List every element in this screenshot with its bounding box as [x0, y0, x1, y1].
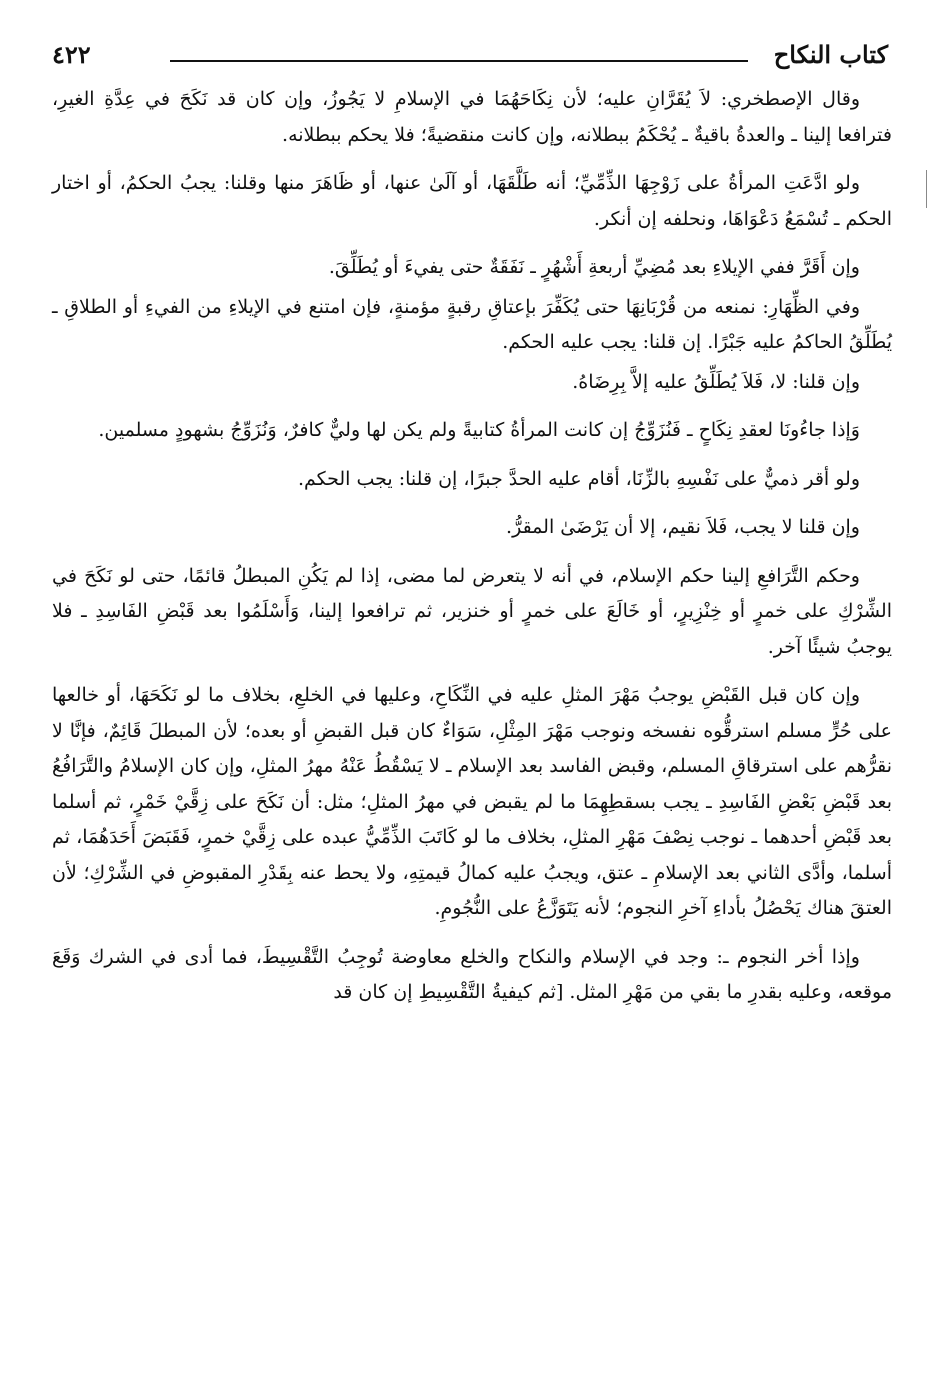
- body-text: [52, 82, 892, 1024]
- paragraph: وَإذا جاءُونَا لعقدِ نِكَاحٍ ـ فَنُزَوِّجُ إن كانت المرأةُ كتابيةً ولم يكن لها وليٌّ كافرٌ، وَنُزَوِّجُ بشهودٍ مسلمين.: [98, 419, 860, 441]
- paragraph: وإن قلنا لا يجب، فَلاَ نقيم، إلا أن يَرْضَىٰ المقرُّ.: [506, 516, 860, 538]
- header-rule: [170, 60, 748, 62]
- paragraph: ولو أقر ذميٌّ على نَفْسِهِ بالزِّنَا، أقام عليه الحدَّ جبرًا، إن قلنا: يجب الحكم.: [297, 467, 860, 490]
- paragraph: وإن أَقَرَّ ففي الإيلاءِ بعد مُضِيِّ أربعةِ أَشْهُرٍ ـ نَفَقَةٌ حتى يفيءَ أو يُطَلِّقَ.: [328, 256, 860, 278]
- page-number: ٤٢٢: [52, 40, 91, 69]
- paragraph: وإذا أخر النجوم ـ: وجد في الإسلام والنكاح والخلع معاوضة تُوجِبُ التَّقْسِيطَ، فما أدى في الشرك وَقَعَ موقعه، وعليه بقدرِ ما بقي من مَهْرِ المثل. [ثم كيفيةُ التَّقْسِيطِ إن كان قد: [52, 945, 892, 1003]
- margin-mark: [926, 170, 927, 208]
- paragraph: وحكم التَّرَافعِ إلينا حكم الإسلام، في أنه لا يتعرض لما مضى، إذا لم يَكُنِ المبطلُ قائمًا، حتى لو نَكَحَ في الشِّرْكِ على خمرٍ أو خِنْزِيرٍ، أو خَالَعَ على خمرٍ أو خنزير، ثم ترافعوا إلينا، وَأَسْلَمُوا بعد قَبْضِ الفَاسِدِ ـ فلا يوجبُ شيئًا آخر.: [52, 564, 892, 658]
- paragraph: وفي الظِّهَارِ: نمنعه من قُرْبَانِهَا حتى يُكَفِّرَ بإعتاقِ رقبةٍ مؤمنةٍ، فإن امتنع في الإيلاءِ من الفيءِ أو الطلاقِ ـ يُطَلِّقُ الحاكمُ عليه جَبْرًا. إن قلنا: يجب عليه الحكم.: [52, 295, 892, 353]
- paragraph: ولو ادَّعَتِ المرأةُ على زَوْجِهَا الذِّمِّيِّ؛ أنه طَلَّقَهَا، أو آلَىٰ عنها، أو ظَاهَرَ منها وقلنا: يجبُ الحكمُ، أو اختار الحكم ـ تُسْمَعُ دَعْوَاهَا، ونحلفه إن أنكر.: [52, 172, 892, 230]
- paragraph: وإن كان قبل القَبْضِ يوجبُ مَهْرَ المثلِ عليه في النِّكَاحِ، وعليها في الخلعِ، بخلاف ما لو نَكَحَهَا، أو خالعها على حُرٍّ مسلم استرقُّوه نفسخه ونوجب مَهْرَ المِثْلِ، سَوَاءٌ كان قبل القبضِ أو بعده؛ لأن المبطلَ قَائِمٌ، فإنَّا لا نقرُّهم على استرقاقِ المسلم، وقبض الفاسد بعد الإسلام ـ لا يَسْقُطُ عَنْهُ مهرُ المثلِ، وإن كان الإسلامُ والتَّرَافُعُ بعد قَبْضِ بَعْضِ الفَاسِدِ ـ يجب بسقطِهِمَا ما لم يقبض في مهرُ المثلِ؛ مثل: أن نَكَحَ على زِقَّيْ خَمْرٍ، ثم أسلما بعد قَبْضِ أحدهما ـ نوجب نِصْفَ مَهْرِ المثلِ، بخلاف ما لو كَاتَبَ الذِّمِّيُّ عبده على زِقَّيْ خمرٍ، فَقَبَضَ أَحَدَهُمَا، ثم أسلما، وأدَّى الثاني بعد الإسلامِ ـ عتق، ويجبُ عليه كمالُ قيمتِهِ، ولا يحط عنه بِقَدْرِ المقبوضِ في الشِّرْكِ؛ لأن العتقَ هناك يَحْصُلُ بأداءِ آخرِ النجوم؛ لأنه يَتَوَزَّعُ على النُّجُومِ.: [52, 684, 892, 919]
- paragraph: وقال الإصطخري: لاَ يُقَرَّانِ عليه؛ لأن نِكَاحَهُمَا في الإسلامِ لا يَجُوزُ، وإن كان قد نَكَحَ في عِدَّةِ الغيرِ، فترافعا إلينا ـ والعدةُ باقيةٌ ـ يُحْكَمُ ببطلانه، وإن كانت منقضيةً؛ فلا يحكم ببطلانه.: [52, 88, 892, 146]
- page-header: [52, 38, 888, 78]
- running-title: كتاب النكاح: [773, 40, 888, 69]
- paragraph: وإن قلنا: لا، فَلاَ يُطَلِّقُ عليه إلاَّ بِرِضَاهُ.: [572, 370, 860, 393]
